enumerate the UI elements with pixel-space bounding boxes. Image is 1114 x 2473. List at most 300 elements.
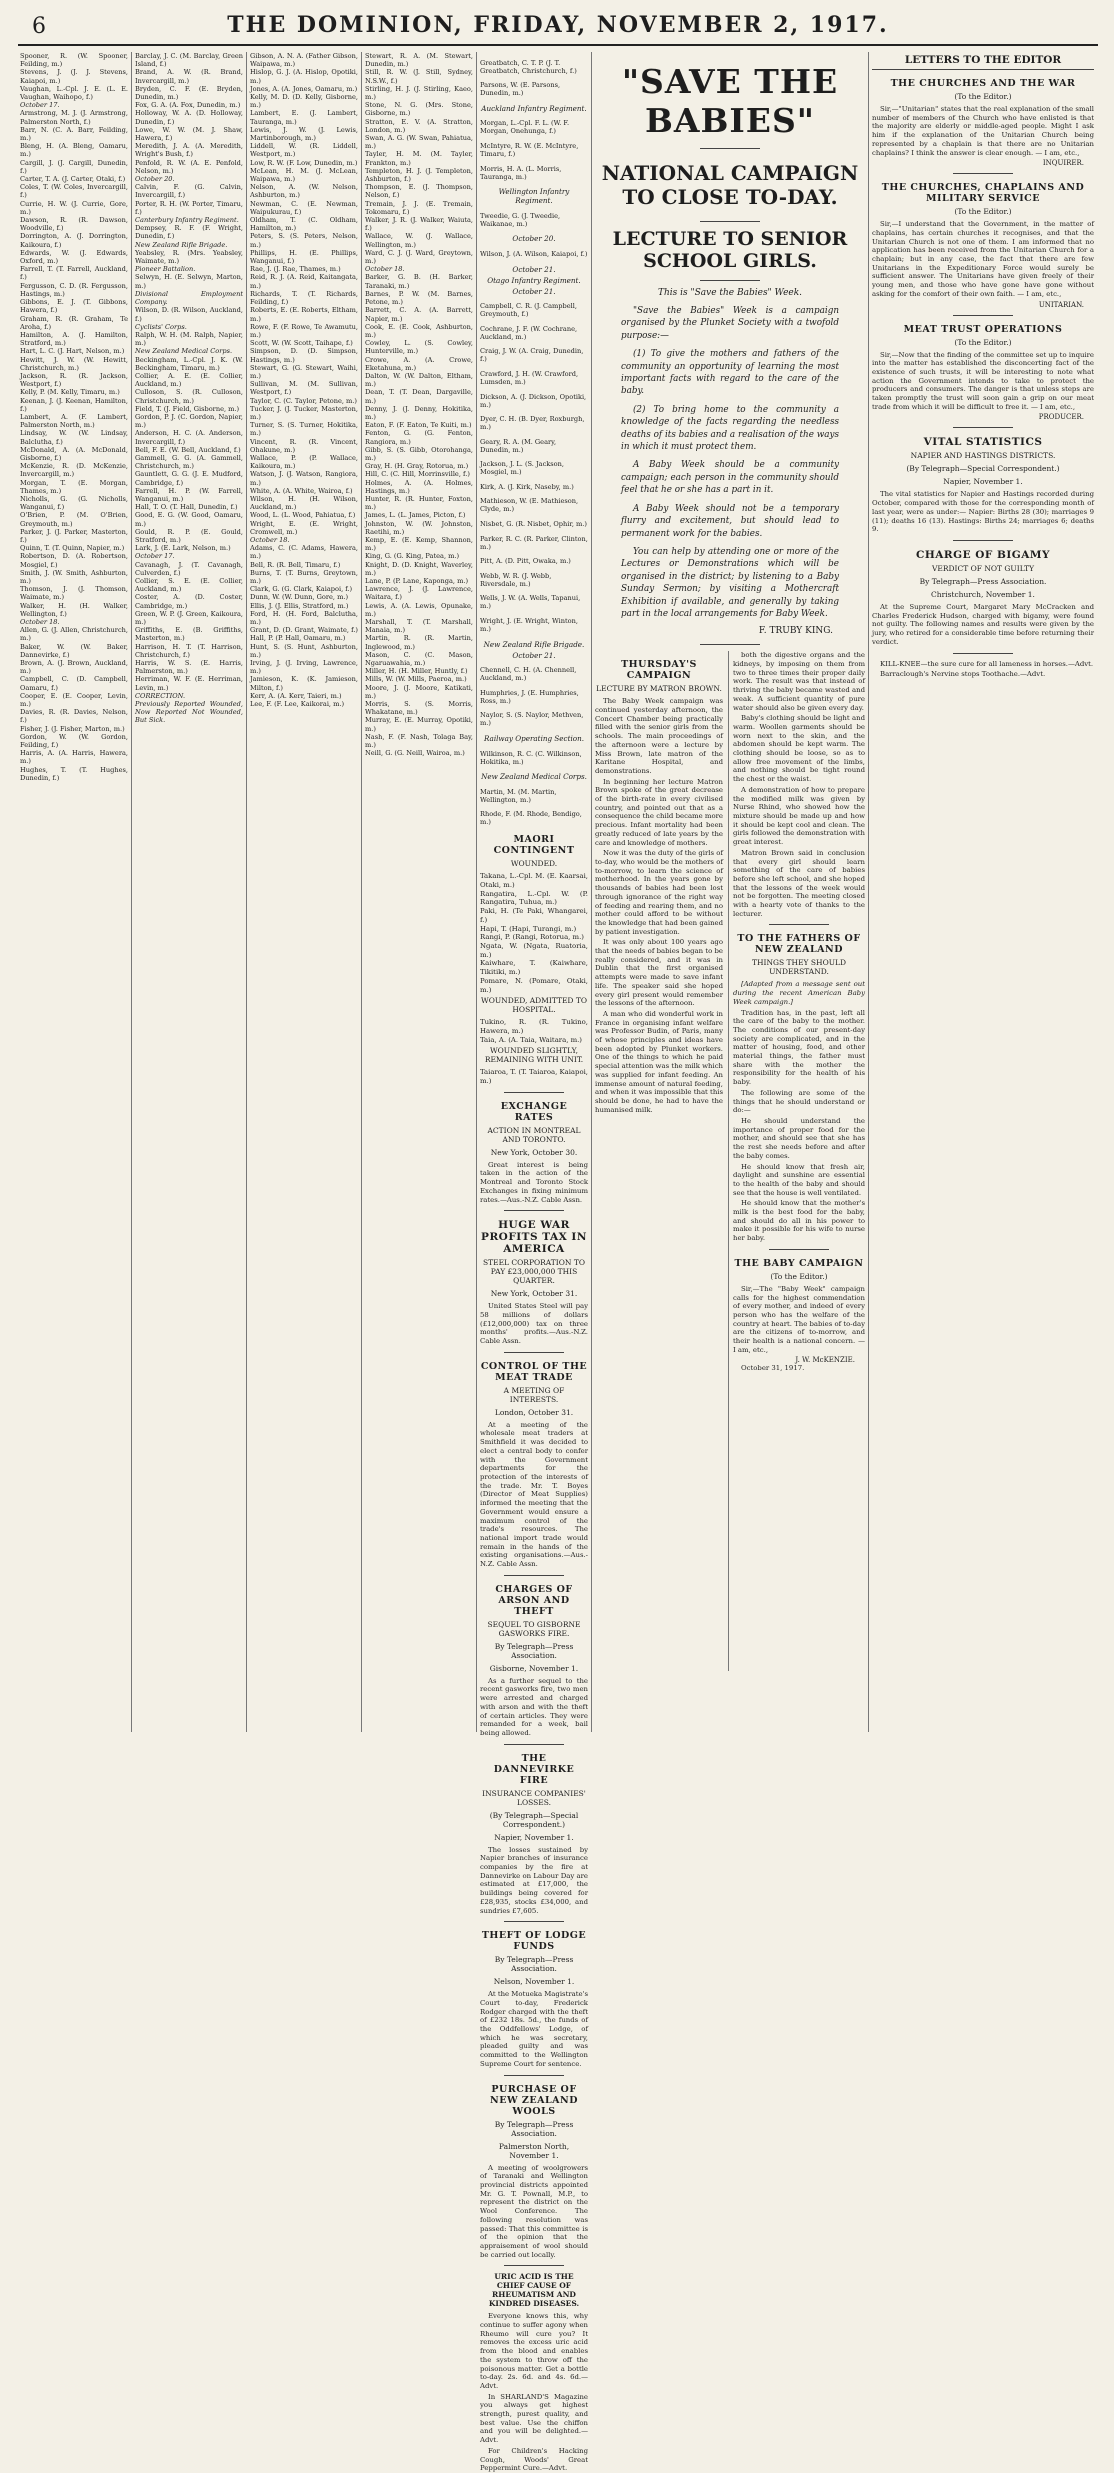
lodge-byline: By Telegraph—Press Association. (494, 1955, 574, 1974)
casualty-entry: Kerr, A. (A. Kerr, Taieri, m.) (250, 691, 342, 700)
paragraph: A man who did wonderful work in France in organising infant welfare was Professor Budin, of Paris, many of whose principles and ideas have been adopted by Plunket workers. One of the things to which he paid special attention was the milk which was supplied for infant feeding. An immense amount of natural feeding, and when it was impossible that this should be done, he had to have the humanised milk. (595, 1009, 723, 1114)
casualty-entry: Campbell, C. (D. Campbell, Oamaru, f.) (20, 675, 128, 692)
list-heading: October 18. (250, 535, 290, 544)
paragraph: KILL-KNEE—the sure cure for all lameness in horses.—Advt. (880, 659, 1094, 668)
casualty-entry: Anderson, H. C. (A. Anderson, Invercargill, f.) (135, 429, 243, 446)
lodge-dateline: Nelson, November 1. (493, 1977, 575, 1987)
casualty-column-1 (20, 52, 128, 1732)
maori-subtitle: WOUNDED. (510, 859, 558, 869)
casualty-entry: Parsons, W. (E. Parsons, Dunedin, m.) (480, 81, 561, 98)
casualty-entry: Lark, J. (E. Lark, Nelson, m.) (135, 544, 231, 553)
casualty-entry: Parker, R. C. (R. Parker, Clinton, m.) (480, 534, 588, 551)
casualty-entry: Denny, J. (J. Denny, Hokitika, m.) (365, 404, 473, 421)
casualty-entry: Coster, A. (D. Coster, Cambridge, m.) (135, 593, 243, 610)
casualty-entry: Neill, G. (G. Neill, Wairoa, m.) (365, 749, 465, 758)
casualty-entry: Lindsay, W. (W. Lindsay, Balclutha, f.) (20, 429, 128, 446)
casualty-entry: Hewitt, J. W. (W. Hewitt, Christchurch, m.) (20, 355, 128, 372)
paragraph: It was only about 100 years ago that the needs of babies began to be really considered, and it was in Dublin that the first organised attempts were made to save infant life. The speaker said she hoped every girl present would remember the lessons of the afternoon. (595, 938, 723, 1008)
divider (769, 1249, 829, 1250)
casualty-entry: Tremain, J. J. (E. Tremain, Tokomaru, f.) (365, 199, 473, 216)
casualty-entry: Watson, J. (J. Watson, Rangiora, m.) (250, 470, 358, 487)
casualty-entry: Lee, F. (F. Lee, Kaikorai, m.) (250, 700, 345, 709)
casualty-entry: Lawrence, J. (J. Lawrence, Waitara, f.) (365, 585, 473, 602)
casualty-entry: Stratton, E. V. (A. Stratton, London, m.) (365, 117, 473, 134)
masthead (18, 8, 1098, 46)
casualty-entry: Gibbons, E. J. (T. Gibbons, Hawera, f.) (20, 298, 128, 315)
casualty-entry: Armstrong, M. J. (J. Armstrong, Palmerston North, f.) (20, 109, 128, 126)
casualty-entry: Kelly, P. (M. Kelly, Timaru, m.) (20, 388, 120, 397)
fathers-body (733, 1009, 865, 1243)
bigamy-subtitle: VERDICT OF NOT GUILTY (931, 563, 1035, 573)
vital-subtitle: NAPIER AND HASTINGS DISTRICTS. (910, 451, 1056, 461)
casualty-entry: Beckingham, L.-Cpl. J. K. (W. Beckingham, Timaru, m.) (135, 355, 243, 372)
list-heading: New Zealand Medical Corps. (135, 347, 233, 356)
casualty-entry: Coles, T. (W. Coles, Invercargill, f.) (20, 183, 128, 200)
casualty-entry: Baker, W. (W. Baker, Dannevirke, f.) (20, 642, 128, 659)
casualty-entry: Meredith, J. A. (A. Meredith, Wright's Bush, f.) (135, 142, 243, 159)
casualty-entry: Wright, E. (E. Wright, Cromwell, m.) (250, 519, 358, 536)
divider (769, 924, 829, 925)
casualty-entry: Herriman, W. F. (E. Herriman, Levin, m.) (135, 675, 243, 692)
casualty-entry: Nelson, A. (W. Nelson, Ashburton, m.) (250, 183, 358, 200)
vital-title: VITAL STATISTICS (923, 436, 1043, 449)
casualty-entry: Graham, R. (R. Graham, Te Aroha, f.) (20, 314, 128, 331)
casualty-entry: Selwyn, H. (E. Selwyn, Marton, m.) (135, 273, 243, 290)
casualty-entry: Barclay, J. C. (M. Barclay, Green Island, f.) (135, 52, 243, 69)
fathers-subtitle: THINGS THEY SHOULD UNDERSTAND. (751, 958, 847, 977)
casualty-entry: Gibson, A. N. A. (Father Gibson, Waipawa, m.) (250, 52, 358, 69)
paragraph: Tradition has, in the past, left all the care of the baby to the mother. The conditions of our present-day society are complicated, and in the matter of housing, food, and other material things, the father must share with the mother the responsibility for the health of his baby. (733, 1008, 865, 1087)
casualty-entry: Geary, R. A. (M. Geary, Dunedin, m.) (480, 437, 557, 454)
casualty-entry: Wilson, D. (R. Wilson, Auckland, f.) (135, 306, 243, 323)
casualty-entry: Cooper, E. (E. Cooper, Levin, m.) (20, 691, 128, 709)
casualty-entry: Allen, G. (J. Allen, Christchurch, m.) (20, 626, 128, 643)
casualty-entry: Miller, H. (H. Miller, Huntly, f.) (365, 667, 468, 676)
meat-trade-body: At a meeting of the wholesale meat traders at Smithfield it was decided to elect a central body to confer with the Government departments for the protection of the interests of the trade. Mr. T. Boyes (Director of Meat Supplies) informed the meeting that the Government would ensure a maximum control of the trade's resources. The national import trade would remain in the hands of the existing organisations.—Aus.-N.Z. Cable Assn. (480, 1420, 588, 1569)
bigamy-byline: By Telegraph—Press Association. (919, 576, 1047, 586)
babies-subhead: NATIONAL CAMPAIGN TO CLOSE TO-DAY. (601, 161, 859, 209)
list-heading: October 21. (512, 286, 556, 296)
casualty-entry: Holloway, W. A. (D. Holloway, Dunedin, f.) (135, 109, 243, 126)
casualty-entry: Yeabsley, R. (Mrs. Yeabsley, Waimate, m.) (135, 248, 243, 266)
vital-byline: (By Telegraph—Special Correspondent.) (906, 464, 1060, 474)
chaplains-body: Sir,—I understand that the Government, in the matter of chaplains, has certain churches it recognises, and that the Unitarian Church is not one of them. I am informed that no application has been received from the Unitarian Church for a chaplain; but in any case, the fact that there are few Unitarians in the Expeditionary Force would surely be sufficient answer. The Unitarians have given freely of their young men, and those who have gone have gone without asking for the comfort of their own faith. — I am, etc., (872, 220, 1094, 298)
list-heading: Pioneer Battalion. (135, 265, 196, 274)
churches-body: Sir,—"Unitarian" states that the real explanation of the small number of members of the Church who have enlisted is that the majority are elderly or middle-aged people. Might I ask him if the explanation of the Unitarian Church being represented by a chaplain is that there are no Unitarian chaplains? I think the answer is clear enough. — I am, etc., (872, 105, 1094, 157)
casualty-entry: Calvin, F. (G. Calvin, Invercargill, f.) (135, 183, 243, 200)
casualty-entry: McKenzie, R. (D. McKenzie, Invercargill, m.) (20, 462, 128, 479)
casualty-entry: Eaton, F. (F. Eaton, Te Kuiti, m.) (365, 421, 472, 430)
maori-admitted-title: WOUNDED, ADMITTED TO HOSPITAL. (481, 996, 587, 1015)
casualty-entry: Stevens, J. (J. J. Stevens, Kaiapoi, m.) (20, 68, 128, 85)
casualty-entry: Wood, L. (L. Wood, Pahiatua, f.) (250, 511, 356, 520)
casualty-entry: Irving, J. (J. Irving, Lawrence, m.) (250, 659, 358, 676)
letters-column-title: LETTERS TO THE EDITOR (872, 54, 1094, 70)
casualty-entry: Lewis, A. (A. Lewis, Opunake, m.) (365, 601, 473, 618)
casualty-entry: Oldham, T. (C. Oldham, Hamilton, m.) (250, 216, 358, 233)
casualty-entry: Greatbatch, C. T. P. (J. T. Greatbatch, Christchurch, f.) (480, 58, 577, 75)
paragraph: both the digestive organs and the kidneys, by imposing on them from two to three times their proper daily work. The result was that instead of thriving the baby became wasted and weak. A sufficient quantity of pure water should also be given every day. (733, 651, 865, 712)
casualty-entry: Hunter, R. (R. Hunter, Foxton, m.) (365, 494, 473, 512)
casualty-entry: Thompson, E. (J. Thompson, Nelson, f.) (365, 183, 473, 200)
casualty-entry: McLean, H. M. (J. McLean, Waipawa, m.) (250, 166, 358, 184)
casualty-entry: Ford, H. (H. Ford, Balclutha, m.) (250, 609, 358, 627)
column-rule (591, 52, 592, 1732)
divider (700, 221, 760, 222)
list-heading: October 20. (512, 234, 556, 244)
casualty-entry: Vincent, R. (R. Vincent, Ohakune, m.) (250, 437, 358, 454)
dannevirke-subtitle: INSURANCE COMPANIES' LOSSES. (482, 1788, 586, 1807)
casualty-entry: Wilkinson, R. C. (C. Wilkinson, Hokitika, m.) (480, 749, 582, 766)
list-heading: Divisional Employment Company. (135, 289, 243, 307)
small-ads (872, 660, 1094, 679)
casualty-entry: Fox, G. A. (A. Fox, Dunedin, m.) (135, 101, 241, 110)
casualty-column-3 (250, 52, 358, 1732)
paragraph: A demonstration of how to prepare the modified milk was given by Nurse Rhind, who showed how the mixture should be made up and how it should be kept cool and clean. The girls followed the demonstration with great interest. (733, 785, 865, 847)
paragraph: (2) To bring home to the community a knowledge of the facts regarding the needless deaths of its babies and a realisation of the ways in which it must protect them. (621, 404, 839, 453)
casualty-entry: Quinn, T. (T. Quinn, Napier, m.) (20, 544, 125, 553)
casualty-entry: Bleng, H. (A. Bleng, Oamaru, m.) (20, 142, 128, 159)
casualty-entry: Kelly, M. D. (D. Kelly, Gisborne, m.) (250, 93, 358, 110)
casualty-entry: Morris, H. A. (L. Morris, Tauranga, m.) (480, 164, 562, 181)
vital-dateline: Napier, November 1. (943, 477, 1023, 487)
casualty-entry: Hunt, S. (S. Hunt, Ashburton, m.) (250, 642, 358, 659)
babies-lead: This is "Save the Babies" Week. (657, 288, 803, 298)
casualty-entry: Bell, F. E. (W. Bell, Auckland, f.) (135, 445, 241, 454)
casualty-entry: Adams, C. (C. Adams, Hawera, m.) (250, 544, 358, 561)
casualty-entry: Wilson, J. (A. Wilson, Kaiapoi, f.) (480, 249, 588, 258)
list-heading: October 17. (135, 552, 175, 561)
meat-trust-signature: PRODUCER. (1038, 413, 1084, 422)
cough-ad-body: For Children's Hacking Cough, Woods' Great Peppermint Cure.—Advt. (480, 2446, 588, 2473)
casualty-entry: Dean, T. (T. Dean, Dargaville, m.) (365, 388, 473, 405)
babies-col-left (595, 651, 723, 1671)
casualty-entry: Dyer, C. H. (B. Dyer, Roxburgh, m.) (480, 415, 585, 432)
casualty-entry: Lane, P. (P. Lane, Kaponga, m.) (365, 577, 469, 585)
divider (504, 1575, 564, 1576)
casualty-entry: Ralph, W. H. (M. Ralph, Napier, m.) (135, 330, 243, 348)
exchange-subtitle: ACTION IN MONTREAL AND TORONTO. (487, 1125, 581, 1144)
wools-body: A meeting of woolgrowers of Taranaki and Wellington provincial districts appointed Mr. G. T. Pownall, M.P., to represent the district on the Wool Conference. The following resolution was passed: That this committee is of the opinion that the appraisement of wool should be carried out locally. (480, 2163, 588, 2259)
casualty-entry: Morris, S. (S. Morris, Whakatane, m.) (365, 700, 473, 717)
meat-trade-dateline: London, October 31. (494, 1407, 574, 1417)
casualty-entry: Dorrington, A. (J. Dorrington, Kaikoura, f.) (20, 232, 128, 249)
masthead-rule (18, 44, 1098, 46)
casualty-entry: Campbell, C. R. (J. Campbell, Greymouth, f.) (480, 302, 577, 319)
casualty-entry: Jackson, R. (R. Jackson, Westport, f.) (20, 371, 128, 389)
paragraph: Baby's clothing should be light and warm. Woollen garments should be worn next to the skin, and the abdomen should be kept warm. The clothing should be loose, so as to allow free movement of the limbs, and nothing should be tight round the chest or the waist. (733, 714, 865, 784)
casualty-entry: Rowe, F. (F. Rowe, Te Awamutu, m.) (250, 322, 358, 339)
casualty-entry: Smith, J. (W. Smith, Ashburton, m.) (20, 568, 128, 585)
wools-byline: By Telegraph—Press Association. (494, 2119, 574, 2138)
casualty-entry: Barrett, C. A. (A. Barrett, Napier, m.) (365, 306, 473, 323)
list-heading: CORRECTION. (135, 691, 186, 700)
casualty-entry: White, A. (A. White, Wairoa, f.) (250, 486, 353, 495)
casualty-entry: Roberts, E. (E. Roberts, Eltham, m.) (250, 306, 358, 323)
meat-trust-body: Sir,—Now that the finding of the committee set up to inquire into the matter has established the disconcerting fact of the existence of such trusts, it will be interesting to note what action the Government intends to take to protect the producers and consumers. The danger is that unless steps are taken promptly the trust will soon gain a grip on our meat trade from which it will be difficult to free it. — I am, etc., (872, 350, 1094, 411)
paragraph: Barraclough's Nervine stops Toothache.—Advt. (880, 670, 1046, 679)
casualty-entry: Cook, E. (E. Cook, Ashburton, m.) (365, 322, 473, 339)
casualty-entry: Hart, L. C. (J. Hart, Nelson, m.) (20, 347, 125, 356)
exchange-dateline: New York, October 30. (490, 1147, 578, 1157)
casualty-entry: Hughes, T. (T. Hughes, Dunedin, f.) (20, 765, 128, 782)
column-rule (131, 52, 132, 1732)
maori-admitted-entries: Tukino, R. (R. Tukino, Hawera, m.) Taia, A. (A. Taia, Waitara, m.) (480, 1018, 588, 1044)
divider (504, 1921, 564, 1922)
chaplains-signature: UNITARIAN. (1038, 300, 1084, 309)
paragraph: The following are some of the things that he should understand or do:— (733, 1088, 865, 1115)
casualty-entry: Simpson, D. (D. Simpson, Hastings, m.) (250, 347, 358, 364)
divider (504, 2075, 564, 2076)
casualty-entry: O'Brien, P. (M. O'Brien, Greymouth, m.) (20, 511, 128, 528)
divider (504, 2265, 564, 2266)
casualty-entry: Cargill, J. (J. Cargill, Dunedin, f.) (20, 158, 128, 175)
casualty-entry: Hislop, G. J. (A. Hislop, Opotiki, m.) (250, 68, 358, 85)
casualty-entry: Templeton, H. J. (J. Templeton, Ashburton, f.) (365, 166, 473, 184)
casualty-entry: Naylor, S. (S. Naylor, Methven, m.) (480, 711, 584, 728)
casualty-entry: Wallace, P. (P. Wallace, Kaikoura, m.) (250, 453, 358, 471)
list-heading: October 17. (20, 101, 60, 110)
casualty-entry: Jackson, J. L. (S. Jackson, Mosgiel, m.) (480, 460, 564, 477)
casualty-entry: Barker, G. B. (H. Barker, Taranaki, m.) (365, 273, 473, 290)
dannevirke-dateline: Napier, November 1. (494, 1832, 574, 1842)
arson-subtitle: SEQUEL TO GISBORNE GASWORKS FIRE. (487, 1619, 581, 1638)
bigamy-title: CHARGE OF BIGAMY (915, 548, 1051, 561)
casualty-entry: Barr, N. (C. A. Barr, Feilding, m.) (20, 125, 128, 143)
fathers-title: TO THE FATHERS OF NEW ZEALAND (737, 933, 861, 956)
casualty-entry: Still, R. W. (J. Still, Sydney, N.S.W., f.) (365, 68, 473, 85)
casualty-entry: Bell, R. (R. Bell, Timaru, f.) (250, 560, 341, 569)
casualty-entry: Davies, R. (R. Davies, Nelson, f.) (20, 708, 128, 725)
paragraph: In beginning her lecture Matron Brown spoke of the great decrease of the birth-rate in every civilised country, and pointed out that as a consequence the child became more precious. Infant mortality had been greatly reduced of late years by the care and knowledge of mothers. (595, 777, 723, 847)
casualty-entry: Kirk, A. (J. Kirk, Naseby, m.) (480, 482, 574, 491)
list-heading: October 20. (135, 175, 175, 184)
baby-campaign-letter-signature: J. W. McKENZIE. (795, 1356, 855, 1365)
casualty-entry: Harrison, H. T. (T. Harrison, Christchurch, f.) (135, 642, 243, 659)
column-rule (868, 52, 869, 1732)
casualty-entry: Griffiths, E. (B. Griffiths, Masterton, m.) (135, 626, 243, 643)
babies-lecture-head: LECTURE TO SENIOR SCHOOL GIRLS. (612, 228, 848, 272)
wools-title: PURCHASE OF NEW ZEALAND WOOLS (490, 2083, 578, 2117)
casualty-entry: Penfold, R. W. (A. E. Penfold, Nelson, m.) (135, 158, 243, 175)
casualty-entry: Martin, R. (R. Martin, Inglewood, m.) (365, 634, 473, 651)
casualty-entry: Lowe, W. W. (M. J. Shaw, Hawera, f.) (135, 125, 243, 143)
baby-campaign-letter-body: Sir,—The "Baby Week" campaign calls for the highest commendation of every mother, and indeed of every person who has the welfare of the country at heart. The babies of to-day are the citizens of to-morrow, and their health is a national concern. — I am, etc., (733, 1284, 865, 1354)
paragraph: (1) To give the mothers and fathers of the community an opportunity of learning the most important facts with regard to the care of the baby. (621, 349, 839, 397)
casualty-entry: Martin, M. (M. Martin, Wellington, m.) (480, 787, 557, 804)
casualty-entry: Pitt, A. (D. Pitt, Owaka, m.) (480, 557, 571, 566)
bigamy-dateline: Christchurch, November 1. (931, 589, 1035, 599)
casualty-entry: Walker, J. R. (J. Walker, Waiuta, f.) (365, 216, 473, 233)
list-heading: Cyclists' Corps. (135, 322, 187, 331)
meat-trust-to: (To the Editor.) (954, 337, 1012, 347)
paragraph: Now it was the duty of the girls of to-day, who would be the mothers of to-morrow, to learn the science of motherhood. In the years gone by thousands of babies had been lost through ignorance of the right way of feeding and rearing them, and no mother could afford to be without the knowledge that had been gained by patient investigation. (595, 849, 723, 936)
casualty-column-5 (480, 59, 588, 827)
casualty-entry: Turner, S. (S. Turner, Hokitika, m.) (250, 421, 358, 438)
meat-trade-title: CONTROL OF THE MEAT TRADE (480, 1360, 588, 1383)
paragraph: "Save the Babies" Week is a campaign organised by the Plunket Society with a twofold purpose:— (621, 306, 839, 341)
paragraph: A Baby Week should be a community campaign; each person in the community should feel that he or she has a part in it. (621, 460, 839, 496)
casualty-entry: James, L. (L. James, Picton, f.) (365, 511, 466, 520)
casualty-entry: Clark, G. (G. Clark, Kaiapoi, f.) (250, 585, 353, 594)
casualty-entry: Tayler, H. M. (M. Tayler, Frankton, m.) (365, 150, 473, 167)
wools-dateline: Palmerston North, November 1. (498, 2141, 570, 2160)
paragraph: You can help by attending one or more of the Lectures or Demonstrations which will be organised in the district; by listening to a Baby Sunday Sermon; by visiting a Mothercraft Exhibition if available, and generally by taking part in the local arrangements for Baby Week. (621, 546, 839, 619)
casualty-entry: Liddell, W. (R. Liddell, Westport, m.) (250, 142, 358, 159)
list-heading: October 18. (365, 265, 405, 274)
casualty-entry: Scott, W. (W. Scott, Taihape, f.) (250, 339, 353, 348)
campaign-body-continued (733, 651, 865, 918)
babies-feature (595, 52, 865, 1732)
casualty-entry: Murray, E. (E. Murray, Opotiki, m.) (365, 716, 473, 733)
casualty-entry: Tucker, J. (J. Tucker, Masterton, m.) (250, 404, 358, 421)
casualty-entry: Fenton, G. (G. Fenton, Rangiora, m.) (365, 429, 473, 446)
casualty-entry: Hamilton, A. (J. Hamilton, Stratford, m.) (20, 330, 128, 348)
casualty-entry: Stewart, R. A. (M. Stewart, Dunedin, m.) (365, 52, 473, 69)
fathers-note: [Adapted from a message sent out during the recent American Baby Week campaign.] (733, 980, 865, 1006)
casualty-entry: Crowe, A. (A. Crowe, Eketahuna, m.) (365, 355, 473, 372)
casualty-entry: Hall, T. O. (T. Hall, Dunedin, f.) (135, 503, 238, 512)
casualty-entry: Stone, N. G. (Mrs. Stone, Gisborne, m.) (365, 101, 473, 118)
baby-campaign-letter-title: THE BABY CAMPAIGN (734, 1257, 864, 1269)
casualty-entry: Culloson, S. (R. Culloson, Christchurch, m.) (135, 388, 243, 405)
meat-trade-subtitle: A MEETING OF INTERESTS. (503, 1385, 565, 1404)
casualty-entry: Good, E. G. (W. Good, Oamaru, m.) (135, 511, 243, 528)
casualty-entry: Dempsey, R. F. (F. Wright, Dunedin, f.) (135, 224, 243, 241)
divider (504, 1210, 564, 1211)
casualty-entry: Mills, W. (W. Mills, Paeroa, m.) (365, 675, 467, 684)
casualty-entry: Green, W. P. (J. Green, Kaikoura, m.) (135, 609, 243, 627)
casualty-entry: Brand, A. W. (R. Brand, Invercargill, m.) (135, 68, 243, 85)
casualty-entry: Nisbet, G. (R. Nisbet, Ophir, m.) (480, 520, 587, 529)
casualty-entry: Chennell, C. H. (A. Chennell, Auckland, m.) (480, 666, 577, 683)
dannevirke-body: The losses sustained by Napier branches of insurance companies by the fire at Dannevirke on Labour Day are estimated at £17,000, the buildings being covered for £28,935, stocks £34,000, and sundries £7,605. (480, 1845, 588, 1915)
profits-body: United States Steel will pay 58 millions of dollars (£12,000,000) tax on three months' profits.—Aus.-N.Z. Cable Assn. (480, 1302, 588, 1346)
divider (953, 427, 1013, 428)
casualty-entry: Parker, J. (J. Parker, Masterton, f.) (20, 527, 128, 544)
maori-entries: Takana, L.-Cpl. M. (E. Kaarsai, Otaki, m.) Rangatira, L.-Cpl. W. (P. Rangatira, Tuhua, m.) Paki, H. (Te Paki, Whangarei, f.) Hapi, T. (Hapi, Turangi, m.) Rangi, P. (Rangi, Rotorua, m.) Ngata, W. (Ngata, Ruatoria, m.) Kaiwhare, T. (Kaiwhare, Tikitiki, m.) Pomare, N. (Pomare, Otaki, m.) (480, 872, 588, 994)
lodge-title: THEFT OF LODGE FUNDS (481, 1930, 587, 1953)
babies-headline: "SAVE THE BABIES" (621, 62, 839, 140)
casualty-entry: Newman, C. (E. Newman, Waipukurau, f.) (250, 199, 358, 216)
casualty-entry: Marshall, T. (T. Marshall, Manaia, m.) (365, 618, 473, 635)
casualty-entry: Richards, T. (T. Richards, Feilding, f.) (250, 289, 358, 307)
casualty-entry: Vaughan, L.-Cpl. J. E. (L. E. Vaughan, Waihopo, f.) (20, 84, 128, 102)
casualty-column-4 (365, 52, 473, 1732)
profits-subtitle: STEEL CORPORATION TO PAY £23,000,000 THIS QUARTER. (482, 1258, 586, 1286)
divider (504, 1092, 564, 1093)
casualty-entry: Keenan, J. (J. Keenan, Hamilton, f.) (20, 396, 128, 413)
casualty-entry: Ward, C. J. (J. Ward, Greytown, m.) (365, 248, 473, 266)
casualty-entry: Holmes, A. (A. Holmes, Hastings, m.) (365, 478, 473, 495)
casualty-entry: Stewart, G. (G. Stewart, Waihi, m.) (250, 363, 358, 380)
casualty-entry: Porter, R. H. (W. Porter, Timaru, f.) (135, 199, 243, 216)
arson-dateline: Gisborne, November 1. (489, 1663, 579, 1673)
casualty-entry: Johnston, W. (W. Johnston, Raetihi, m.) (365, 519, 473, 536)
casualty-entry: Ellis, J. (J. Ellis, Stratford, m.) (250, 601, 349, 610)
casualty-entry: Dunn, W. (W. Dunn, Gore, m.) (250, 593, 349, 602)
casualty-entry: Collier, S. E. (E. Collier, Auckland, m.) (135, 577, 243, 594)
casualty-entry: Stirling, H. J. (J. Stirling, Kaeo, m.) (365, 84, 473, 102)
list-heading: Railway Operating Section. (483, 734, 585, 743)
casualty-entry: Fisher, J. (J. Fisher, Marton, m.) (20, 724, 125, 733)
arson-body: As a further sequel to the recent gasworks fire, two men were arrested and charged with arson and with the theft of certain articles. They were remanded for a week, bail being allowed. (480, 1676, 588, 1737)
casualty-entry: Mason, C. (C. Mason, Ngaruawahia, m.) (365, 650, 473, 668)
casualty-entry: Gauntlett, G. G. (J. E. Mudford, Cambridge, f.) (135, 470, 243, 487)
casualty-entry: Low, R. W. (F. Low, Dunedin, m.) (250, 158, 358, 167)
casualty-entry: Mathieson, W. (E. Mathieson, Clyde, m.) (480, 497, 579, 514)
list-heading: New Zealand Rifle Brigade. (483, 639, 585, 649)
chaplains-title: THE CHURCHES, CHAPLAINS AND MILITARY SERVICE (881, 182, 1085, 205)
uric-ad-title: URIC ACID IS THE CHIEF CAUSE OF RHEUMATISM AND KINDRED DISEASES. (488, 2272, 580, 2309)
paragraph: The Baby Week campaign was continued yesterday afternoon, the Concert Chamber being practically filled with the senior girls from the schools. The main proceedings of the afternoon were a lecture by Miss Brown, late matron of the Karitane Hospital, and demonstrations. (595, 697, 723, 775)
casualty-entry: Wilson, H. (H. Wilson, Auckland, m.) (250, 494, 358, 512)
paragraph: A Baby Week should not be a temporary flurry and excitement, but should lead to permanent work for the babies. (621, 503, 839, 539)
casualty-entry: Farrell, H. P. (W. Farrell, Wanganui, m.) (135, 486, 243, 503)
paragraph: He should understand the importance of proper food for the mother, and should see that she has the rest she needs before and after the baby comes. (733, 1116, 865, 1160)
campaign-title: THURSDAY'S CAMPAIGN (621, 659, 697, 682)
casualty-entry: Harris, A. (A. Harris, Hawera, m.) (20, 749, 128, 766)
list-heading: Canterbury Infantry Regiment. (135, 216, 239, 225)
casualty-entry: Thomson, J. (J. Thomson, Waimate, m.) (20, 585, 128, 602)
uric-ad-body: Everyone knows this, why continue to suffer agony when Rheumo will cure you? It removes the excess uric acid from the blood and enables the system to throw off the poisonous matter. Get a bottle to-day. 2s. 6d. and 4s. 6d.—Advt. (480, 2312, 588, 2390)
divider (700, 148, 760, 149)
casualty-entry: Brown, A. (J. Brown, Auckland, m.) (20, 659, 128, 676)
casualty-entry: Lambert, E. (J. Lambert, Tauranga, m.) (250, 109, 358, 126)
campaign-subtitle: LECTURE BY MATRON BROWN. (596, 684, 722, 694)
paragraph: Matron Brown said in conclusion that every girl should learn something of the care of babies before she left school, and she hoped that the lessons of the week would not be forgotten. The meeting closed with a hearty vote of thanks to the lecturer. (733, 848, 865, 918)
chemist-ad-body: In SHARLAND'S Magazine you always get highest strength, purest quality, and best value. Use the chiffon and you will be delighted.—Advt. (480, 2392, 588, 2445)
divider (953, 315, 1013, 316)
casualty-entry: Webb, W. R. (J. Webb, Riversdale, m.) (480, 571, 552, 588)
casualty-entry: Gordon, W. (W. Gordon, Feilding, f.) (20, 732, 128, 750)
casualty-entry: Rhode, F. (M. Rhode, Bendigo, m.) (480, 810, 582, 827)
casualty-entry: Knight, D. (D. Knight, Waverley, m.) (365, 560, 473, 577)
paragraph: He should know that the mother's milk is the best food for the baby, and should do all in his power to make it possible for his wife to nurse her baby. (733, 1199, 865, 1243)
paragraph: He should know that fresh air, daylight and sunshine are essential to the health of the baby and should see that the house is well ventilated. (733, 1162, 865, 1197)
arson-title: CHARGES OF ARSON AND THEFT (495, 1583, 573, 1617)
casualty-entry: Morgan, L.-Cpl. F. L. (W. F. Morgan, Onehunga, f.) (480, 119, 570, 136)
news-column-5 (480, 52, 589, 2473)
casualty-entry: Peters, S. (S. Peters, Nelson, m.) (250, 232, 358, 249)
casualty-entry: Tweedie, G. (J. Tweedie, Waikanae, m.) (480, 211, 561, 228)
maori-slight-entries: Taiaroa, T. (T. Taiaroa, Kaiapoi, m.) (480, 1068, 588, 1086)
list-heading: October 21. (512, 264, 556, 274)
casualty-entry: Cavanagh, J. (T. Cavanagh, Culverden, f.) (135, 560, 243, 577)
casualty-entry: Bryden, C. F. (E. Bryden, Dunedin, m.) (135, 84, 243, 102)
casualty-entry: Craig, J. W. (A. Craig, Dunedin, f.) (480, 347, 584, 364)
casualty-entry: Wright, J. (E. Wright, Winton, m.) (480, 617, 578, 634)
casualty-entry: McDonald, A. (A. McDonald, Gisborne, f.) (20, 445, 128, 462)
campaign-body (595, 697, 723, 1114)
column-rule (476, 52, 477, 1732)
casualty-entry: Nicholls, G. (G. Nicholls, Wanganui, f.) (20, 494, 128, 512)
list-heading: New Zealand Rifle Brigade. (135, 240, 228, 249)
casualty-entry: Burns, T. (T. Burns, Greytown, m.) (250, 568, 358, 585)
casualty-entry: Humphries, J. (E. Humphries, Ross, m.) (480, 688, 579, 705)
casualty-entry: Moore, J. (J. Moore, Katikati, m.) (365, 683, 473, 700)
maori-slight-title: WOUNDED SLIGHTLY, REMAINING WITH UNIT. (484, 1046, 584, 1065)
column-rule (246, 52, 247, 1732)
casualty-entry: Lambert, A. (F. Lambert, Palmerston North, m.) (20, 412, 128, 430)
casualty-entry: McIntyre, R. W. (E. McIntyre, Timaru, f.) (480, 141, 579, 158)
letters-column (872, 52, 1094, 1732)
casualty-entry: Spooner, R. (W. Spooner, Feilding, m.) (20, 52, 128, 69)
list-heading: Otago Infantry Regiment. (487, 275, 581, 285)
dannevirke-byline: (By Telegraph—Special Correspondent.) (489, 1810, 579, 1829)
bigamy-body: At the Supreme Court, Margaret Mary McCracken and Charles Frederick Hudson, charged with bigamy, were found not guilty. The following names and results were given by the jury, who retired for a considerable time before returning their verdict. (872, 602, 1094, 646)
casualty-entry: Currie, H. W. (J. Currie, Gore, m.) (20, 199, 128, 216)
